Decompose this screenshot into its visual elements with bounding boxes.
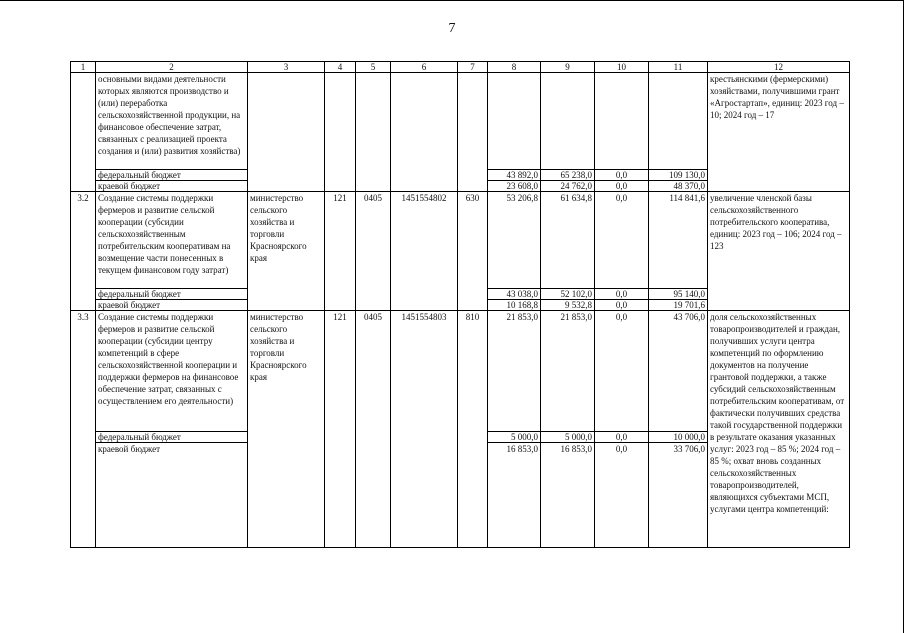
budget-label: федеральный бюджет — [96, 432, 248, 443]
page-number: 7 — [448, 21, 456, 36]
cell-value: 43 892,0 — [488, 170, 541, 181]
budget-table — [70, 61, 850, 548]
cell-value: 16 853,0 — [488, 443, 541, 548]
cell-value: 630 — [458, 192, 488, 311]
table-row — [71, 192, 850, 289]
col-header-6: 6 — [391, 62, 458, 73]
col-header-7: 7 — [458, 62, 488, 73]
page-border-top — [0, 0, 903, 1]
table-row — [71, 311, 850, 432]
budget-label: краевой бюджет — [96, 300, 248, 311]
col-header-4: 4 — [325, 62, 356, 73]
cell-value: 0,0 — [595, 181, 649, 192]
row-number: 3.3 — [71, 311, 96, 548]
cell-value: 1451554803 — [391, 311, 458, 548]
cell-value: 52 102,0 — [541, 289, 595, 300]
table-row — [71, 73, 850, 170]
cell-value: 0405 — [356, 192, 391, 311]
cell-value: 19 701,6 — [649, 300, 708, 311]
col-header-8: 8 — [488, 62, 541, 73]
cell-value: 95 140,0 — [649, 289, 708, 300]
row-result: доля сельскохозяйственных товаропроизводителей и граждан, получивших услуги центра компетенций по оформлению документов на получение грантовой поддержки, а также субсидий сельскохозяйственным потребительским кооперативам, от фактически получивших средства такой государственной поддержки в результате оказания указанных услуг: 2023 год – 85 %; 2024 год – 85 %; охват вновь созданных сельскохозяйственных товаропроизводителей, являющихся субъектами МСП, услугами центра компетенций: — [708, 311, 850, 548]
cell-value: 65 238,0 — [541, 170, 595, 181]
cell-value: 109 130,0 — [649, 170, 708, 181]
cell-value: 5 000,0 — [488, 432, 541, 443]
cell-value: 16 853,0 — [541, 443, 595, 548]
cell-value: 9 532,8 — [541, 300, 595, 311]
cell-value: 114 841,6 — [649, 192, 708, 289]
cell-value: 0,0 — [595, 170, 649, 181]
cell-value: 61 634,8 — [541, 192, 595, 289]
cell-value: 43 038,0 — [488, 289, 541, 300]
col-header-1: 1 — [71, 62, 96, 73]
cell-value: 0,0 — [595, 443, 649, 548]
cell-value: 0,0 — [595, 300, 649, 311]
budget-label: федеральный бюджет — [96, 289, 248, 300]
row-ministry: министерство сельского хозяйства и торговли Красноярского края — [248, 192, 325, 311]
row-description: Создание системы поддержки фермеров и развитие сельской кооперации (субсидии центру компетенций в сфере сельскохозяйственной кооперации и поддержки фермеров на финансовое обеспечение затрат, связанных с осуществлением его деятельности) — [96, 311, 248, 432]
cell-value: 21 853,0 — [541, 311, 595, 432]
budget-label: краевой бюджет — [96, 181, 248, 192]
cell-value: 48 370,0 — [649, 181, 708, 192]
row-description: основными видами деятельности которых являются производство и (или) переработка сельскохозяйственной продукции, на финансовое обеспечение затрат, связанных с реализацией проекта создания и (или) развития хозяйства) — [96, 73, 248, 170]
row-ministry: министерство сельского хозяйства и торговли Красноярского края — [248, 311, 325, 548]
col-header-10: 10 — [595, 62, 649, 73]
cell-value: 5 000,0 — [541, 432, 595, 443]
cell-value: 810 — [458, 311, 488, 548]
cell-value: 121 — [325, 311, 356, 548]
cell-value: 10 168,8 — [488, 300, 541, 311]
budget-label: краевой бюджет — [96, 443, 248, 548]
row-number: 3.2 — [71, 192, 96, 311]
col-header-2: 2 — [96, 62, 248, 73]
cell-value: 21 853,0 — [488, 311, 541, 432]
cell-value: 10 000,0 — [649, 432, 708, 443]
row-description: Создание системы поддержки фермеров и развитие сельской кооперации (субсидии сельскохозяйственным потребительским кооперативам на возмещение части понесенных в текущем финансовом году затрат) — [96, 192, 248, 289]
col-header-11: 11 — [649, 62, 708, 73]
cell-value: 121 — [325, 192, 356, 311]
cell-value: 53 206,8 — [488, 192, 541, 289]
budget-label: федеральный бюджет — [96, 170, 248, 181]
cell-value: 24 762,0 — [541, 181, 595, 192]
row-result: увеличение членской базы сельскохозяйственного потребительского кооператива, единиц: 2023 год – 106; 2024 год – 123 — [708, 192, 850, 311]
col-header-12: 12 — [708, 62, 850, 73]
row-result: крестьянскими (фермерскими) хозяйствами, получившими грант «Агростартап», единиц: 2023 год – 10; 2024 год – 17 — [708, 73, 850, 192]
cell-value: 0405 — [356, 311, 391, 548]
cell-value: 0,0 — [595, 311, 649, 432]
cell-value: 23 608,0 — [488, 181, 541, 192]
col-header-3: 3 — [248, 62, 325, 73]
cell-value: 1451554802 — [391, 192, 458, 311]
cell-value: 43 706,0 — [649, 311, 708, 432]
cell-value: 33 706,0 — [649, 443, 708, 548]
cell-value: 0,0 — [595, 432, 649, 443]
cell-value: 0,0 — [595, 289, 649, 300]
col-header-5: 5 — [356, 62, 391, 73]
table-header-row — [71, 62, 850, 73]
cell-value: 0,0 — [595, 192, 649, 289]
col-header-9: 9 — [541, 62, 595, 73]
